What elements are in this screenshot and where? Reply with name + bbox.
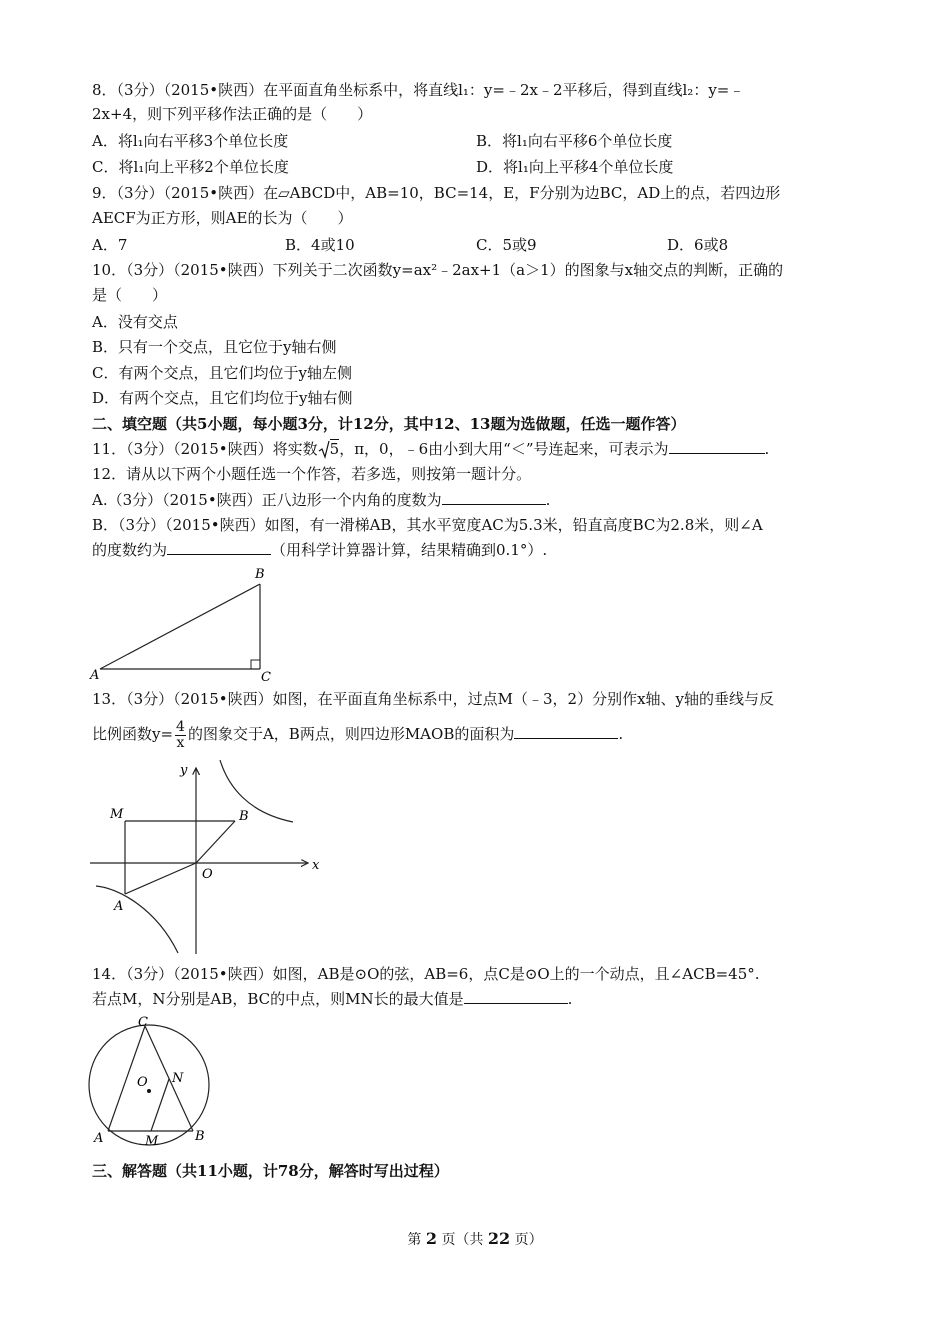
sqrt-radicand: 5 [329, 440, 340, 458]
q13-pre: 比例函数y= [92, 725, 174, 743]
footer-post: 页） [514, 1232, 543, 1248]
footer-total-pages: 22 [487, 1229, 511, 1248]
q14-stem-line1: 14．（3分）（2015•陕西）如图，AB是⊙O的弦，AB=6，点C是⊙O上的一个动点，且∠ACB=45°. [92, 965, 760, 983]
fraction-4-over-x [175, 720, 186, 751]
q8-option-b: B．将l₁向右平移6个单位长度 [476, 132, 673, 150]
radical-sign-icon [318, 439, 330, 459]
label-a: A [114, 899, 124, 914]
q9-stem-line2: AECF为正方形，则AE的长为（ ） [92, 209, 353, 227]
label-n: N [172, 1071, 184, 1086]
q8-option-c: C．将l₁向上平移2个单位长度 [92, 158, 289, 176]
q8-option-d: D．将l₁向上平移4个单位长度 [476, 158, 674, 176]
sqrt-expression [318, 439, 340, 459]
label-c: C [138, 1015, 148, 1030]
footer-page-number: 2 [425, 1229, 437, 1248]
label-x: x [312, 858, 320, 873]
q11-end: . [764, 440, 770, 458]
q10-stem-line1: 10．（3分）（2015•陕西）下列关于二次函数y=ax²﹣2ax+1（a＞1）的图象与x轴交点的判断，正确的 [92, 261, 784, 279]
section3-heading: 三、解答题（共11小题，计78分，解答时写出过程） [92, 1162, 449, 1180]
q8-option-a: A．将l₁向右平移3个单位长度 [92, 132, 289, 150]
q10-stem-line2: 是（ ） [92, 286, 168, 304]
label-m: M [110, 807, 124, 822]
q12b-stem-line1: B．（3分）（2015•陕西）如图，有一滑梯AB，其水平宽度AC为5.3米，铅直高度BC为2.8米，则∠A [92, 516, 763, 534]
q9-stem-line1: 9．（3分）（2015•陕西）在▱ABCD中，AB=10，BC=14，E，F分别为边BC，AD上的点，若四边形 [92, 184, 781, 202]
q14-answer-blank[interactable] [464, 989, 568, 1004]
q14-stem-line2 [92, 989, 572, 1009]
label-y: y [180, 763, 188, 778]
q12a-pre: A.（3分）（2015•陕西）正八边形一个内角的度数为 [92, 491, 442, 509]
label-m: M [145, 1134, 159, 1149]
q10-option-d: D．有两个交点，且它们均位于y轴右侧 [92, 389, 353, 407]
q12a-end: . [545, 491, 551, 509]
fraction-denominator: x [176, 734, 185, 751]
q12a-stem [92, 490, 550, 510]
q12b-post: （用科学计算器计算，结果精确到0.1°）. [271, 541, 548, 559]
circle-figure [85, 1012, 225, 1152]
hyperbola-branch-1 [220, 760, 293, 822]
q11-pre: 11．（3分）（2015•陕西）将实数 [92, 440, 318, 458]
q9-option-a: A．7 [92, 236, 128, 254]
side-ab [100, 584, 260, 669]
label-o: O [137, 1075, 148, 1090]
chord-bc [145, 1026, 193, 1131]
q14-end: . [567, 990, 573, 1008]
q12-stem: 12．请从以下两个小题任选一个作答，若多选，则按第一题计分。 [92, 465, 532, 483]
q13-stem-line2 [92, 718, 623, 751]
label-o: O [202, 867, 213, 882]
q12b-answer-blank[interactable] [167, 540, 271, 555]
page-footer [0, 1229, 950, 1249]
q12b-stem-line2 [92, 540, 547, 560]
line-ob [196, 821, 235, 863]
footer-pre: 第 [407, 1232, 422, 1248]
q8-stem-line1: 8．（3分）（2015•陕西）在平面直角坐标系中，将直线l₁：y=﹣2x﹣2平移后，得到直线l₂：y=﹣ [92, 81, 745, 99]
q12b-pre: 的度数约为 [92, 541, 168, 559]
right-angle-mark [251, 660, 260, 669]
line-ao [125, 863, 196, 894]
coordinate-figure [88, 758, 338, 958]
q10-option-a: A．没有交点 [92, 313, 178, 331]
footer-mid: 页（共 [441, 1232, 484, 1248]
section2-heading: 二、填空题（共5小题，每小题3分，计12分，其中12、13题为选做题，任选一题作答） [92, 415, 686, 433]
q13-end: . [618, 725, 624, 743]
label-a: A [94, 1131, 104, 1146]
q13-stem-line1: 13．（3分）（2015•陕西）如图，在平面直角坐标系中，过点M（﹣3，2）分别作x轴、y轴的垂线与反 [92, 690, 775, 708]
q13-answer-blank[interactable] [514, 724, 618, 739]
label-a: A [90, 668, 100, 683]
slide-triangle-figure [88, 564, 288, 684]
q13-post: 的图象交于A，B两点，则四边形MAOB的面积为 [187, 725, 515, 743]
q11-post: ，π，0，﹣6由小到大用“＜”号连起来，可表示为 [339, 440, 669, 458]
q10-option-b: B．只有一个交点，且它位于y轴右侧 [92, 338, 337, 356]
q14-pre: 若点M，N分别是AB，BC的中点，则MN长的最大值是 [92, 990, 464, 1008]
q9-option-b: B．4或10 [285, 236, 355, 254]
q10-option-c: C．有两个交点，且它们均位于y轴左侧 [92, 364, 352, 382]
label-c: C [261, 670, 271, 684]
q11-answer-blank[interactable] [669, 439, 765, 454]
q9-option-c: C．5或9 [476, 236, 537, 254]
q11-stem [92, 439, 769, 459]
label-b: B [195, 1129, 205, 1144]
q8-stem-line2: 2x+4，则下列平移作法正确的是（ ） [92, 105, 373, 123]
q9-option-d: D．6或8 [667, 236, 729, 254]
q12a-answer-blank[interactable] [442, 490, 546, 505]
label-b: B [255, 567, 265, 582]
label-b: B [239, 809, 249, 824]
fraction-numerator: 4 [176, 718, 185, 735]
segment-mn [151, 1079, 169, 1131]
hyperbola-branch-2 [96, 886, 178, 953]
